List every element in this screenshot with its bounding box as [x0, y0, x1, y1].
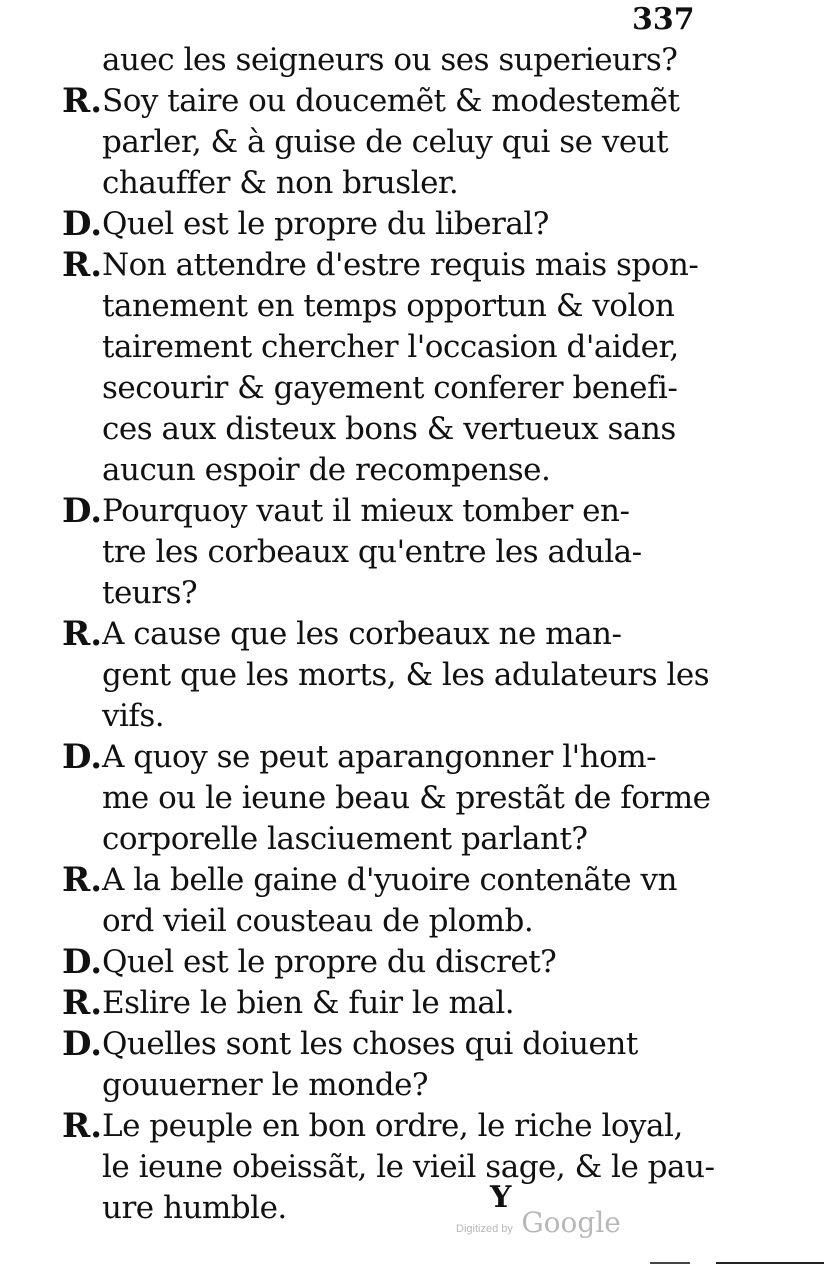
- response-label: R.: [62, 614, 103, 654]
- text-line: ces aux disteux bons & vertueux sans: [102, 411, 676, 447]
- dialogue-entry: [62, 1024, 702, 1106]
- text-line: Quel est le propre du liberal?: [102, 206, 549, 242]
- dialogue-entry: [62, 81, 702, 204]
- text-line: Pourquoy vaut il mieux tomber en-: [102, 493, 630, 529]
- dialogue-entry: [62, 245, 702, 491]
- dialogue-entry: [62, 737, 711, 860]
- dialogue-entry: [62, 40, 702, 81]
- text-line: le ieune obeissãt, le vieil sage, & le pau-: [102, 1149, 715, 1185]
- digitized-watermark: [456, 1206, 621, 1239]
- question-label: D.: [62, 1024, 103, 1064]
- response-label: R.: [62, 1106, 103, 1146]
- text-line: auec les seigneurs ou ses superieurs?: [102, 42, 678, 78]
- watermark-digitized-by: Digitized by: [456, 1223, 513, 1235]
- text-line: tanement en temps opportun & volon: [102, 288, 675, 324]
- dialogue-text: [62, 40, 715, 1229]
- text-line: Le peuple en bon ordre, le riche loyal,: [102, 1108, 683, 1144]
- text-line: parler, & à guise de celuy qui se veut: [102, 124, 669, 160]
- question-label: D.: [62, 942, 103, 982]
- text-line: gent que les morts, & les adulateurs les: [102, 657, 710, 693]
- dialogue-entry: [62, 860, 702, 942]
- question-label: D.: [62, 204, 103, 244]
- text-line: ure humble.: [102, 1190, 287, 1226]
- text-line: A quoy se peut aparangonner l'hom-: [102, 739, 657, 775]
- text-line: vifs.: [102, 698, 165, 734]
- dialogue-entry: [62, 942, 702, 983]
- text-line: Soy taire ou doucemẽt & modestemẽt: [102, 83, 680, 119]
- response-label: R.: [62, 245, 103, 285]
- text-line: Quel est le propre du discret?: [102, 944, 557, 980]
- text-line: tairement chercher l'occasion d'aider,: [102, 329, 679, 365]
- dialogue-entry: [62, 491, 702, 614]
- question-label: D.: [62, 737, 103, 777]
- dialogue-entry: [62, 983, 702, 1024]
- text-line: gouuerner le monde?: [102, 1067, 429, 1103]
- text-line: aucun espoir de recompense.: [102, 452, 551, 488]
- page-number: 337: [632, 2, 695, 37]
- text-line: teurs?: [102, 575, 198, 611]
- response-label: R.: [62, 81, 103, 121]
- dialogue-entry: [62, 204, 702, 245]
- scan-edge-mark: [650, 1262, 690, 1264]
- response-label: R.: [62, 860, 103, 900]
- text-line: chauffer & non brusler.: [102, 165, 459, 201]
- dialogue-entry: [62, 614, 710, 737]
- scan-edge-line: [716, 1262, 824, 1264]
- question-label: D.: [62, 491, 103, 531]
- watermark-google: Google: [521, 1206, 621, 1239]
- text-line: me ou le ieune beau & prestãt de forme: [102, 780, 711, 816]
- response-label: R.: [62, 983, 103, 1023]
- signature-mark: Y: [490, 1180, 512, 1215]
- text-line: tre les corbeaux qu'entre les adula-: [102, 534, 642, 570]
- text-line: Eslire le bien & fuir le mal.: [102, 985, 515, 1021]
- text-line: secourir & gayement conferer benefi-: [102, 370, 678, 406]
- text-line: A la belle gaine d'yuoire contenãte vn: [102, 862, 677, 898]
- text-line: Non attendre d'estre requis mais spon-: [102, 247, 699, 283]
- text-line: A cause que les corbeaux ne man-: [102, 616, 622, 652]
- text-line: ord vieil cousteau de plomb.: [102, 903, 534, 939]
- text-line: Quelles sont les choses qui doiuent: [102, 1026, 638, 1062]
- text-line: corporelle lasciuement parlant?: [102, 821, 588, 857]
